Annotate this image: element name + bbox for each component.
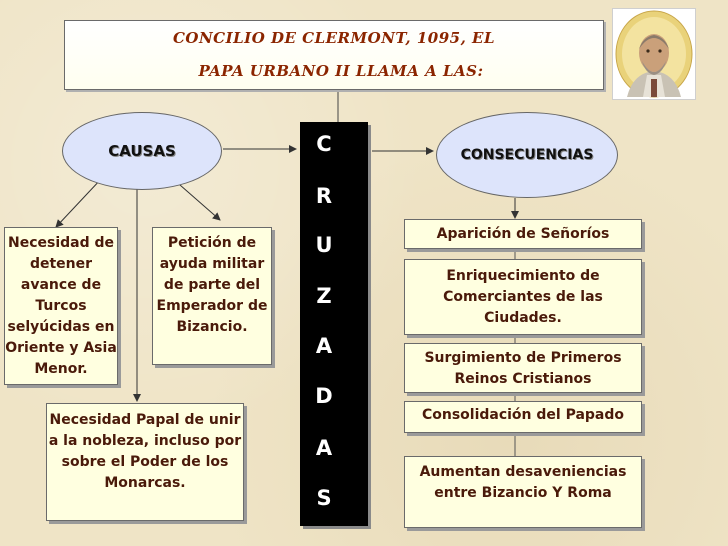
consecuencia-line: Ciudades. xyxy=(484,310,562,326)
causa-line: selyúcidas en xyxy=(7,319,115,335)
causa-line: detener xyxy=(29,256,93,272)
causa-line: Necesidad de xyxy=(7,235,115,251)
consecuencia-line: Enriquecimiento de xyxy=(446,268,600,284)
title-line-2: PAPA URBANO II LLAMA A LAS: xyxy=(198,62,484,80)
cruzadas-letter: Z xyxy=(316,284,332,308)
consecuencia-box-papado xyxy=(404,401,642,433)
causa-box-papal xyxy=(46,403,244,521)
causa-box-bizancio xyxy=(152,227,272,365)
causa-line: Petición de xyxy=(167,235,257,251)
consecuencia-line: Aumentan desaveniencias xyxy=(419,464,627,480)
consecuencias-ellipse xyxy=(436,112,618,198)
causa-line: Menor. xyxy=(34,361,88,377)
causas-label: CAUSAS xyxy=(108,142,176,160)
cruzadas-letter: R xyxy=(315,184,333,208)
consecuencia-box-bizancio-roma xyxy=(404,456,642,528)
causas-ellipse xyxy=(62,112,222,190)
causa-line: avance de xyxy=(20,277,102,293)
consecuencia-line: Reinos Cristianos xyxy=(454,371,592,387)
consecuencia-line: Aparición de Señoríos xyxy=(436,226,610,242)
causa-line: Necesidad Papal de unir xyxy=(49,412,241,428)
title-line-1: CONCILIO DE CLERMONT, 1095, EL xyxy=(172,29,496,47)
cruzadas-bar xyxy=(300,122,368,526)
cruzadas-letter: D xyxy=(315,384,333,408)
consecuencia-line: entre Bizancio Y Roma xyxy=(434,485,612,501)
title-box xyxy=(64,20,604,90)
pope-portrait xyxy=(612,8,696,100)
cruzadas-letter: A xyxy=(315,334,333,358)
consecuencias-label: CONSECUENCIAS xyxy=(460,147,594,163)
arrow-causa-1 xyxy=(56,178,102,227)
causa-line: Oriente y Asia xyxy=(5,340,117,356)
causa-line: Emperador de xyxy=(156,298,268,314)
cruzadas-letter: A xyxy=(315,436,333,460)
consecuencia-line: Surgimiento de Primeros xyxy=(424,350,622,366)
cruzadas-letter: U xyxy=(315,233,333,257)
cruzadas-letter: S xyxy=(316,486,332,510)
causa-line: ayuda militar xyxy=(159,256,265,272)
consecuencia-box-comerciantes xyxy=(404,259,642,335)
causa-box-turcos xyxy=(4,227,118,385)
consecuencia-line: Comerciantes de las xyxy=(443,289,603,305)
causa-line: Turcos xyxy=(35,298,87,314)
causa-line: Bizancio. xyxy=(176,319,248,335)
consecuencia-line: Consolidación del Papado xyxy=(421,407,625,423)
causa-line: a la nobleza, incluso por xyxy=(48,433,242,449)
consecuencia-box-senorios xyxy=(404,219,642,249)
consecuencia-box-reinos xyxy=(404,343,642,393)
causa-line: de parte del xyxy=(163,277,261,293)
cruzadas-letter: C xyxy=(316,132,332,156)
causa-line: sobre el Poder de los xyxy=(61,454,229,470)
causa-line: Monarcas. xyxy=(104,475,186,491)
